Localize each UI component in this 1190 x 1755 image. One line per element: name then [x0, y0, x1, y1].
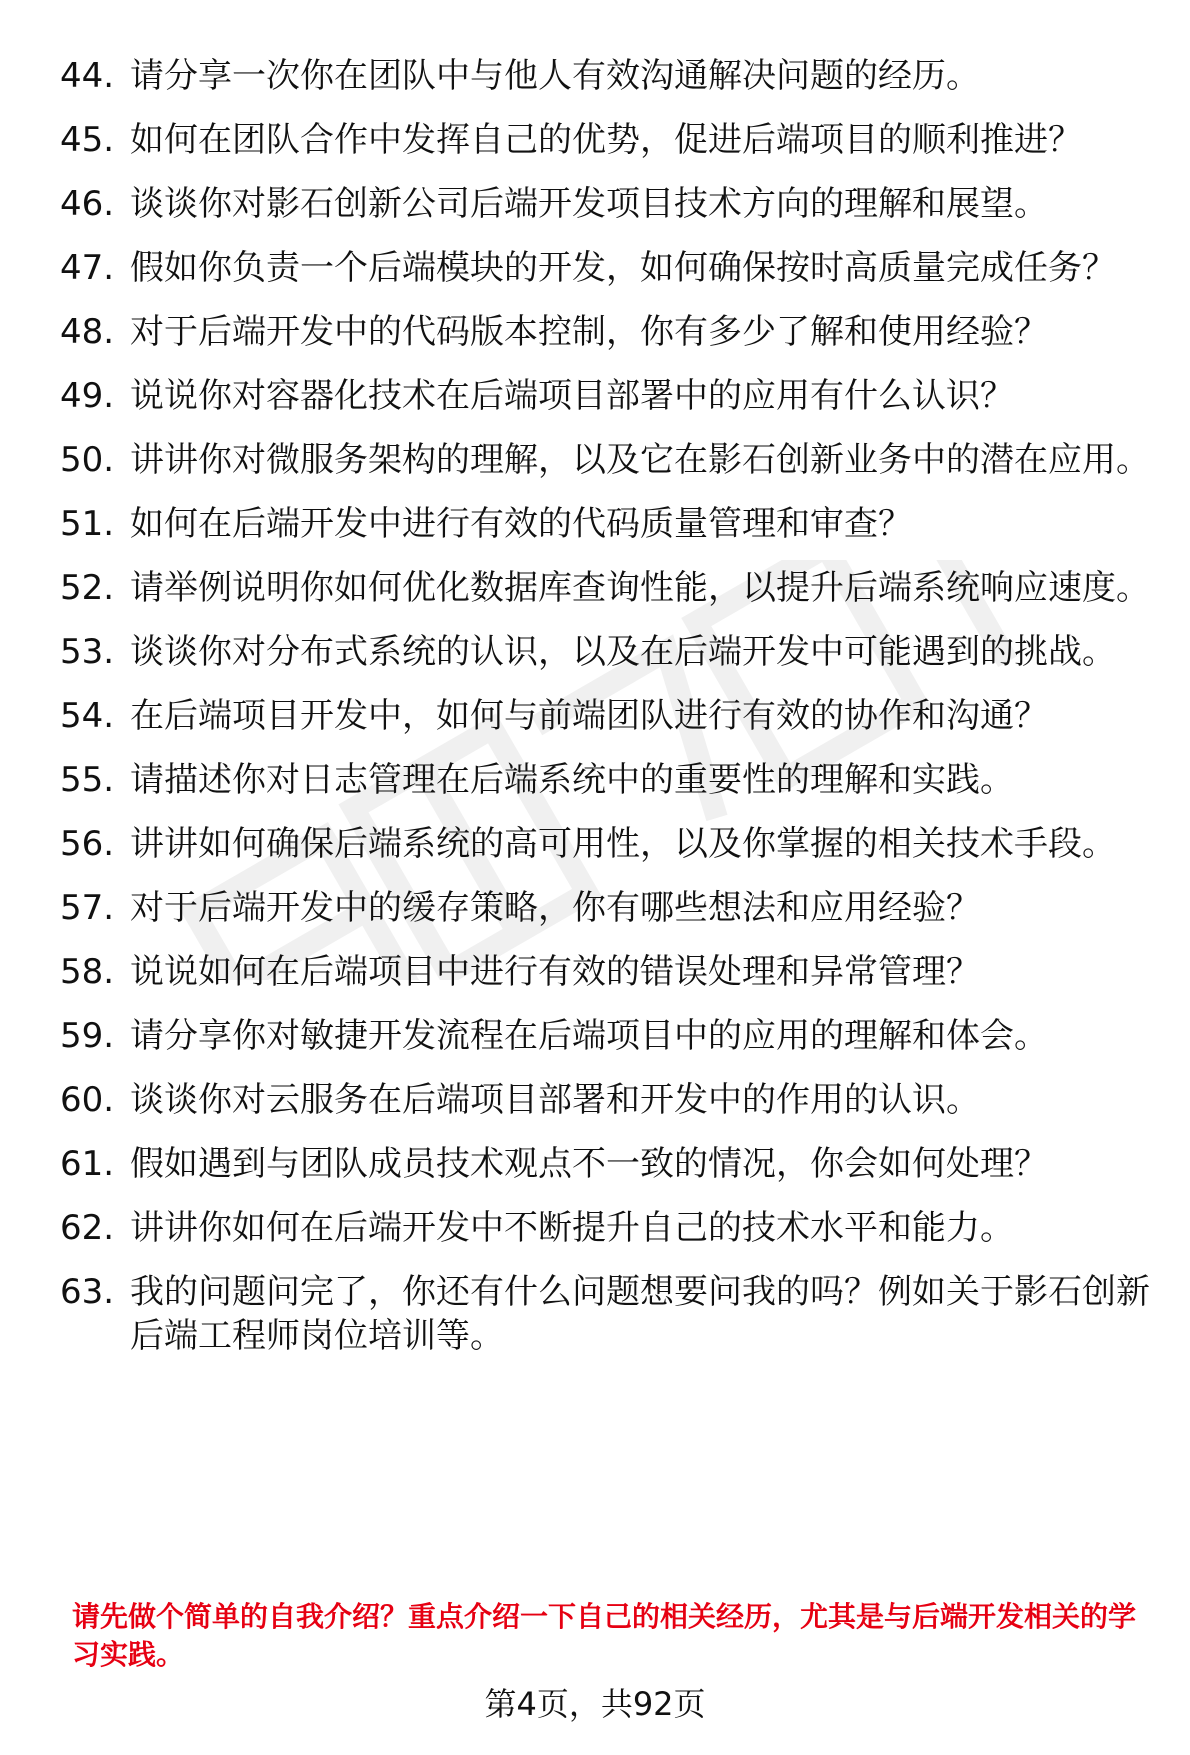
question-number: 47. [60, 248, 115, 288]
question-text: 谈谈你对影石创新公司后端开发项目技术方向的理解和展望。 [130, 184, 1048, 224]
question-item [60, 1142, 1150, 1186]
question-item [60, 374, 1150, 418]
question-number: 45. [60, 120, 115, 160]
question-item [60, 1270, 1150, 1358]
question-number: 53. [60, 632, 115, 672]
question-text: 谈谈你对云服务在后端项目部署和开发中的作用的认识。 [130, 1080, 980, 1120]
question-number: 52. [60, 568, 115, 608]
question-number: 56. [60, 824, 115, 864]
question-text: 讲讲你对微服务架构的理解，以及它在影石创新业务中的潜在应用。 [130, 440, 1150, 480]
question-text: 我的问题问完了，你还有什么问题想要问我的吗？例如关于影石创新后端工程师岗位培训等。 [130, 1272, 1150, 1356]
question-text: 请举例说明你如何优化数据库查询性能，以提升后端系统响应速度。 [130, 568, 1150, 608]
question-number: 63. [60, 1272, 115, 1312]
question-text: 对于后端开发中的代码版本控制，你有多少了解和使用经验？ [130, 312, 1048, 352]
question-text: 请分享你对敏捷开发流程在后端项目中的应用的理解和体会。 [130, 1016, 1048, 1056]
question-item [60, 630, 1150, 674]
question-number: 50. [60, 440, 115, 480]
question-text: 请分享一次你在团队中与他人有效沟通解决问题的经历。 [130, 56, 980, 96]
question-item [60, 310, 1150, 354]
question-text: 讲讲如何确保后端系统的高可用性，以及你掌握的相关技术手段。 [130, 824, 1116, 864]
question-item [60, 694, 1150, 738]
question-item [60, 822, 1150, 866]
question-item [60, 758, 1150, 802]
question-text: 如何在团队合作中发挥自己的优势，促进后端项目的顺利推进？ [130, 120, 1082, 160]
question-number: 51. [60, 504, 115, 544]
question-text: 如何在后端开发中进行有效的代码质量管理和审查？ [130, 504, 912, 544]
question-number: 61. [60, 1144, 115, 1184]
page-footer: 第4页，共92页 [484, 1685, 706, 1723]
question-number: 62. [60, 1208, 115, 1248]
question-item [60, 566, 1150, 610]
question-text: 在后端项目开发中，如何与前端团队进行有效的协作和沟通？ [130, 696, 1048, 736]
question-number: 59. [60, 1016, 115, 1056]
question-number: 49. [60, 376, 115, 416]
question-text: 说说如何在后端项目中进行有效的错误处理和异常管理？ [130, 952, 980, 992]
question-text: 请描述你对日志管理在后端系统中的重要性的理解和实践。 [130, 760, 1014, 800]
question-number: 54. [60, 696, 115, 736]
question-text: 假如遇到与团队成员技术观点不一致的情况，你会如何处理？ [130, 1144, 1048, 1184]
question-number: 46. [60, 184, 115, 224]
highlight-note: 请先做个简单的自我介绍？重点介绍一下自己的相关经历，尤其是与后端开发相关的学习实践。 [72, 1600, 1137, 1671]
question-number: 58. [60, 952, 115, 992]
question-item [60, 118, 1150, 162]
question-item [60, 886, 1150, 930]
question-number: 48. [60, 312, 115, 352]
question-item [60, 1014, 1150, 1058]
question-item [60, 1206, 1150, 1250]
question-item [60, 182, 1150, 226]
question-item [60, 950, 1150, 994]
question-item [60, 502, 1150, 546]
question-number: 60. [60, 1080, 115, 1120]
question-item [60, 246, 1150, 290]
question-text: 说说你对容器化技术在后端项目部署中的应用有什么认识？ [130, 376, 1014, 416]
question-item [60, 438, 1150, 482]
question-list [60, 54, 1150, 1378]
question-item [60, 1078, 1150, 1122]
question-text: 对于后端开发中的缓存策略，你有哪些想法和应用经验？ [130, 888, 980, 928]
question-number: 55. [60, 760, 115, 800]
question-number: 57. [60, 888, 115, 928]
question-text: 假如你负责一个后端模块的开发，如何确保按时高质量完成任务？ [130, 248, 1116, 288]
question-text: 谈谈你对分布式系统的认识，以及在后端开发中可能遇到的挑战。 [130, 632, 1116, 672]
question-text: 讲讲你如何在后端开发中不断提升自己的技术水平和能力。 [130, 1208, 1014, 1248]
question-number: 44. [60, 56, 115, 96]
question-item [60, 54, 1150, 98]
